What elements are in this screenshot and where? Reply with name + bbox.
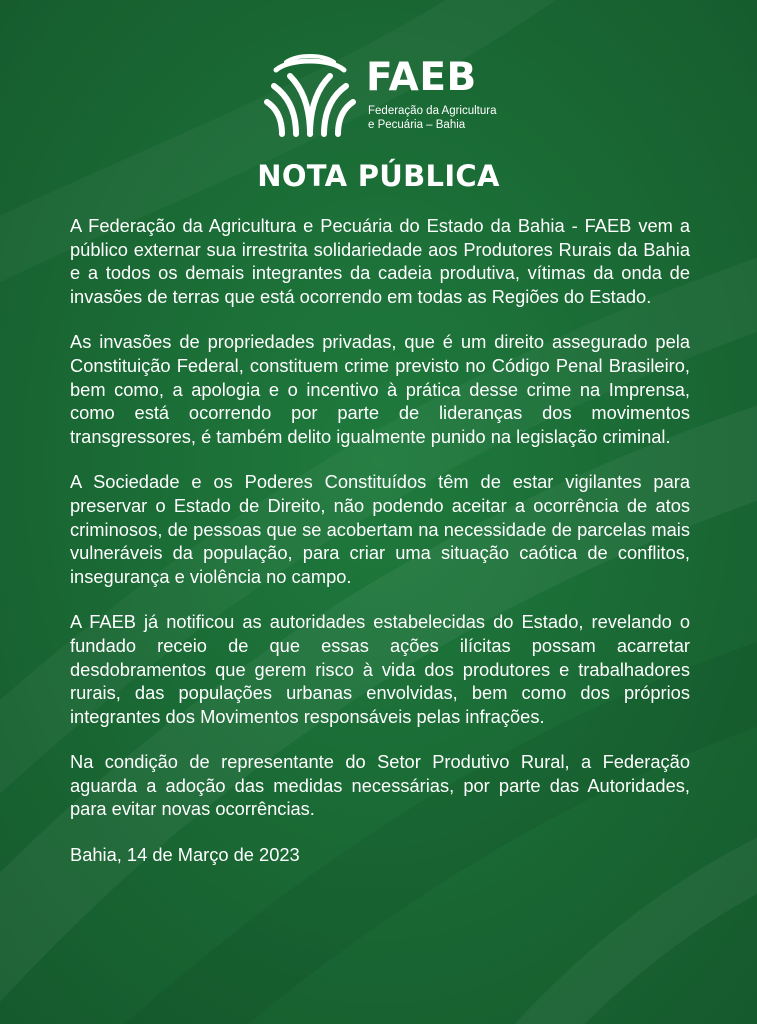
paragraph-2: As invasões de propriedades privadas, que é um direito assegurado pela Constituição Federal, constituem crime previsto no Código Penal Brasileiro, bem como, a apologia e o incentivo à prática desse crime na Imprensa, como está ocorrendo por parte de lideranças dos movimentos transgressores, é também delito igualmente punido na legislação criminal. (70, 331, 690, 447)
logo-subtitle (368, 104, 497, 132)
faeb-wheat-arches-logo-icon (264, 54, 356, 138)
note-body (70, 214, 690, 867)
note-date: Bahia, 14 de Março de 2023 (70, 844, 300, 866)
logo-subtitle-line2: e Pecuária – Bahia (368, 119, 466, 131)
page-title: NOTA PÚBLICA (257, 159, 500, 193)
faeb-logo (264, 54, 504, 140)
paragraph-1: A Federação da Agricultura e Pecuária do Estado da Bahia - FAEB vem a público externar sua irrestrita solidariedade aos Produtores Rurais da Bahia e a todos os demais integrantes da cadeia produtiva, vítimas da onda de invasões de terras que está ocorrendo em todas as Regiões do Estado. (70, 215, 690, 307)
paragraph-3: A Sociedade e os Poderes Constituídos têm de estar vigilantes para preservar o Estado de Direito, não podendo aceitar a ocorrência de atos criminosos, de pessoas que se acobertam na necessidade de parcelas mais vulneráveis da população, para criar uma situação caótica de conflitos, insegurança e violência no campo. (70, 471, 690, 587)
logo-name: FAEB (366, 55, 477, 100)
paragraph-5: Na condição de representante do Setor Produtivo Rural, a Federação aguarda a adoção das medidas necessárias, por parte das Autoridades, para evitar novas ocorrências. (70, 751, 690, 820)
logo-subtitle-line1: Federação da Agricultura (368, 105, 497, 117)
paragraph-4: A FAEB já notificou as autoridades estabelecidas do Estado, revelando o fundado receio de que essas ações ilícitas possam acarretar desdobramentos que gerem risco à vida dos produtores e trabalhadores rurais, das populações urbanas envolvidas, bem como dos próprios integrantes dos Movimentos responsáveis pelas infrações. (70, 611, 690, 727)
